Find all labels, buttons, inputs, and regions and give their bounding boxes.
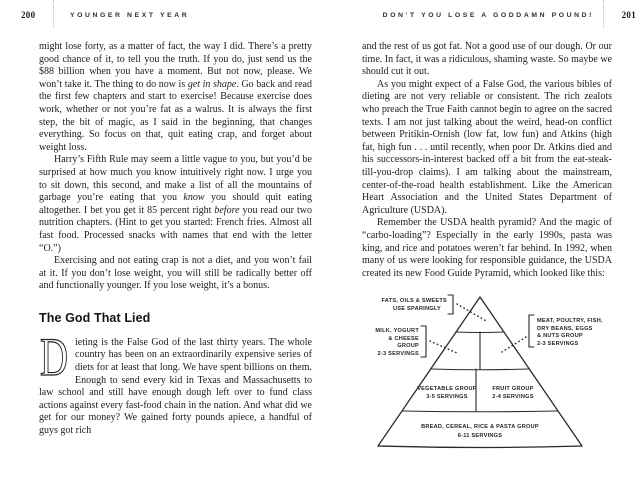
section-heading: The God That Lied [39,310,151,325]
right-running-title: DON’T YOU LOSE A GODDAMN POUND! [382,12,594,19]
svg-text:3-5 SERVINGS: 3-5 SERVINGS [426,394,468,400]
paragraph: As you might expect of a False God, the various bibles of dieting are not very reliable or consistent. The rich zealots who preach the True Faith cannot begin to agree on the sacred texts. I am not just talking about the weird, head-on conflict between Pritikin-Ornish (low fat, low fun) and Atkins (high fat, high fun . . . until recently, when poor Dr. Atkins died and his successors-in-interest backed off a bit from the eat-steak-till-you-drop claims). I am talking about the mainstream, center-of-the-road health establishment. Like the American Heart Association and the United States Department of Agriculture (USDA). [362,78,612,216]
fats-bracket [448,295,453,314]
right-page-number: 201 [621,10,636,20]
meat-pointer-line [502,337,526,352]
vegetable-label [417,386,477,400]
milk-bracket [421,326,426,357]
paragraph: Remember the USDA health pyramid? And the magic of “carbo-loading”? Especially in the early 1990s, pasta was king, and rice and potatoes weren’t far behind. In 1992, when many of us were looking for responsible guidance, the USDA created its new Food Guide Pyramid, which looked like this: [362,217,612,279]
paragraph: Exercising and not eating crap is not a diet, and you won’t fail at it. If you don’t lose weight, you will still be radically better off and functionally younger. If you lose weight, it’s a bonus. [39,255,312,292]
meat-bracket [529,315,534,347]
svg-text:GROUP: GROUP [397,343,419,349]
left-page-number: 200 [21,10,36,20]
fruit-label [492,386,533,400]
svg-text:2-3 SERVINGS: 2-3 SERVINGS [537,341,579,347]
paragraph-text: ieting is the False God of the last thirty years. The whole country has been on an extraordinarily expensive series of diets for at least that long. We have spent billions on them. Enough to send every kid in Texas and Massachusetts to law school and still have enough dough left over to fund class actions against every fast-food chain in the nation. And what did we get for our money? We gained forty pounds apiece, a handful of guys got rich [39,336,312,437]
svg-text:2-3 SERVINGS: 2-3 SERVINGS [377,351,419,357]
meat-label [502,315,603,352]
fats-pointer-line [457,304,488,322]
bread-label [421,424,539,439]
svg-text:VEGETABLE GROUP: VEGETABLE GROUP [417,386,477,392]
left-running-title: YOUNGER NEXT YEAR [70,12,190,19]
svg-text:& CHEESE: & CHEESE [388,336,419,342]
svg-text:FRUIT GROUP: FRUIT GROUP [492,386,534,392]
right-header-dotted-rule [603,0,604,28]
svg-text:MILK, YOGURT: MILK, YOGURT [375,328,419,334]
svg-text:6-11 SERVINGS: 6-11 SERVINGS [457,433,503,439]
food-pyramid-figure [330,291,630,456]
svg-text:FATS, OILS & SWEETS: FATS, OILS & SWEETS [381,298,447,304]
dropcap-paragraph [39,326,312,438]
svg-text:USE SPARINGLY: USE SPARINGLY [392,306,441,312]
svg-text:& NUTS GROUP: & NUTS GROUP [537,333,583,339]
svg-text:D: D [40,326,68,387]
paragraph: and the rest of us got fat. Not a good use of our dough. Or our time. In fact, it was a ridiculous, shaming waste. So maybe we should cut it out. [362,41,612,78]
left-page-text-column [39,41,312,438]
svg-text:DRY BEANS, EGGS: DRY BEANS, EGGS [537,326,593,332]
svg-text:2-4 SERVINGS: 2-4 SERVINGS [492,394,534,400]
milk-label [375,326,457,357]
svg-text:BREAD, CEREAL, RICE & PASTA GR: BREAD, CEREAL, RICE & PASTA GROUP [421,424,539,430]
paragraph: might lose forty, as a matter of fact, the way I did. There’s a pretty good chance of it, to tell you the truth. If you do, just send us the $88 billion when you have a moment. But not now, please. We won’t take it. The thing to do now is get in shape. Go back and read the first few chapters and start to exercise! Because exercise does work, whether or not you’re fat as a walrus. It is always the first step, the bit of magic, as I said in the beginning, that changes everything. So focus on that, quit eating crap, and forget about weight loss. [39,41,312,153]
svg-text:MEAT, POULTRY, FISH,: MEAT, POULTRY, FISH, [537,318,603,324]
right-page-text-column [362,41,612,280]
paragraph: Harry’s Fifth Rule may seem a little vague to you, but you’d be surprised at how much you know intuitively right now. I urge you to sit down, this second, and make a list of all the mountains of garbage you’re eating that you know you should quit eating altogether. I bet you get it 85 percent right before you read our two nutrition chapters. (Hint to get you started: French fries. Almost all fast food. Processed snacks with names that end with the letter “O.”) [39,154,312,254]
dropcap-letter [39,326,70,387]
left-header-dotted-rule [53,0,54,28]
